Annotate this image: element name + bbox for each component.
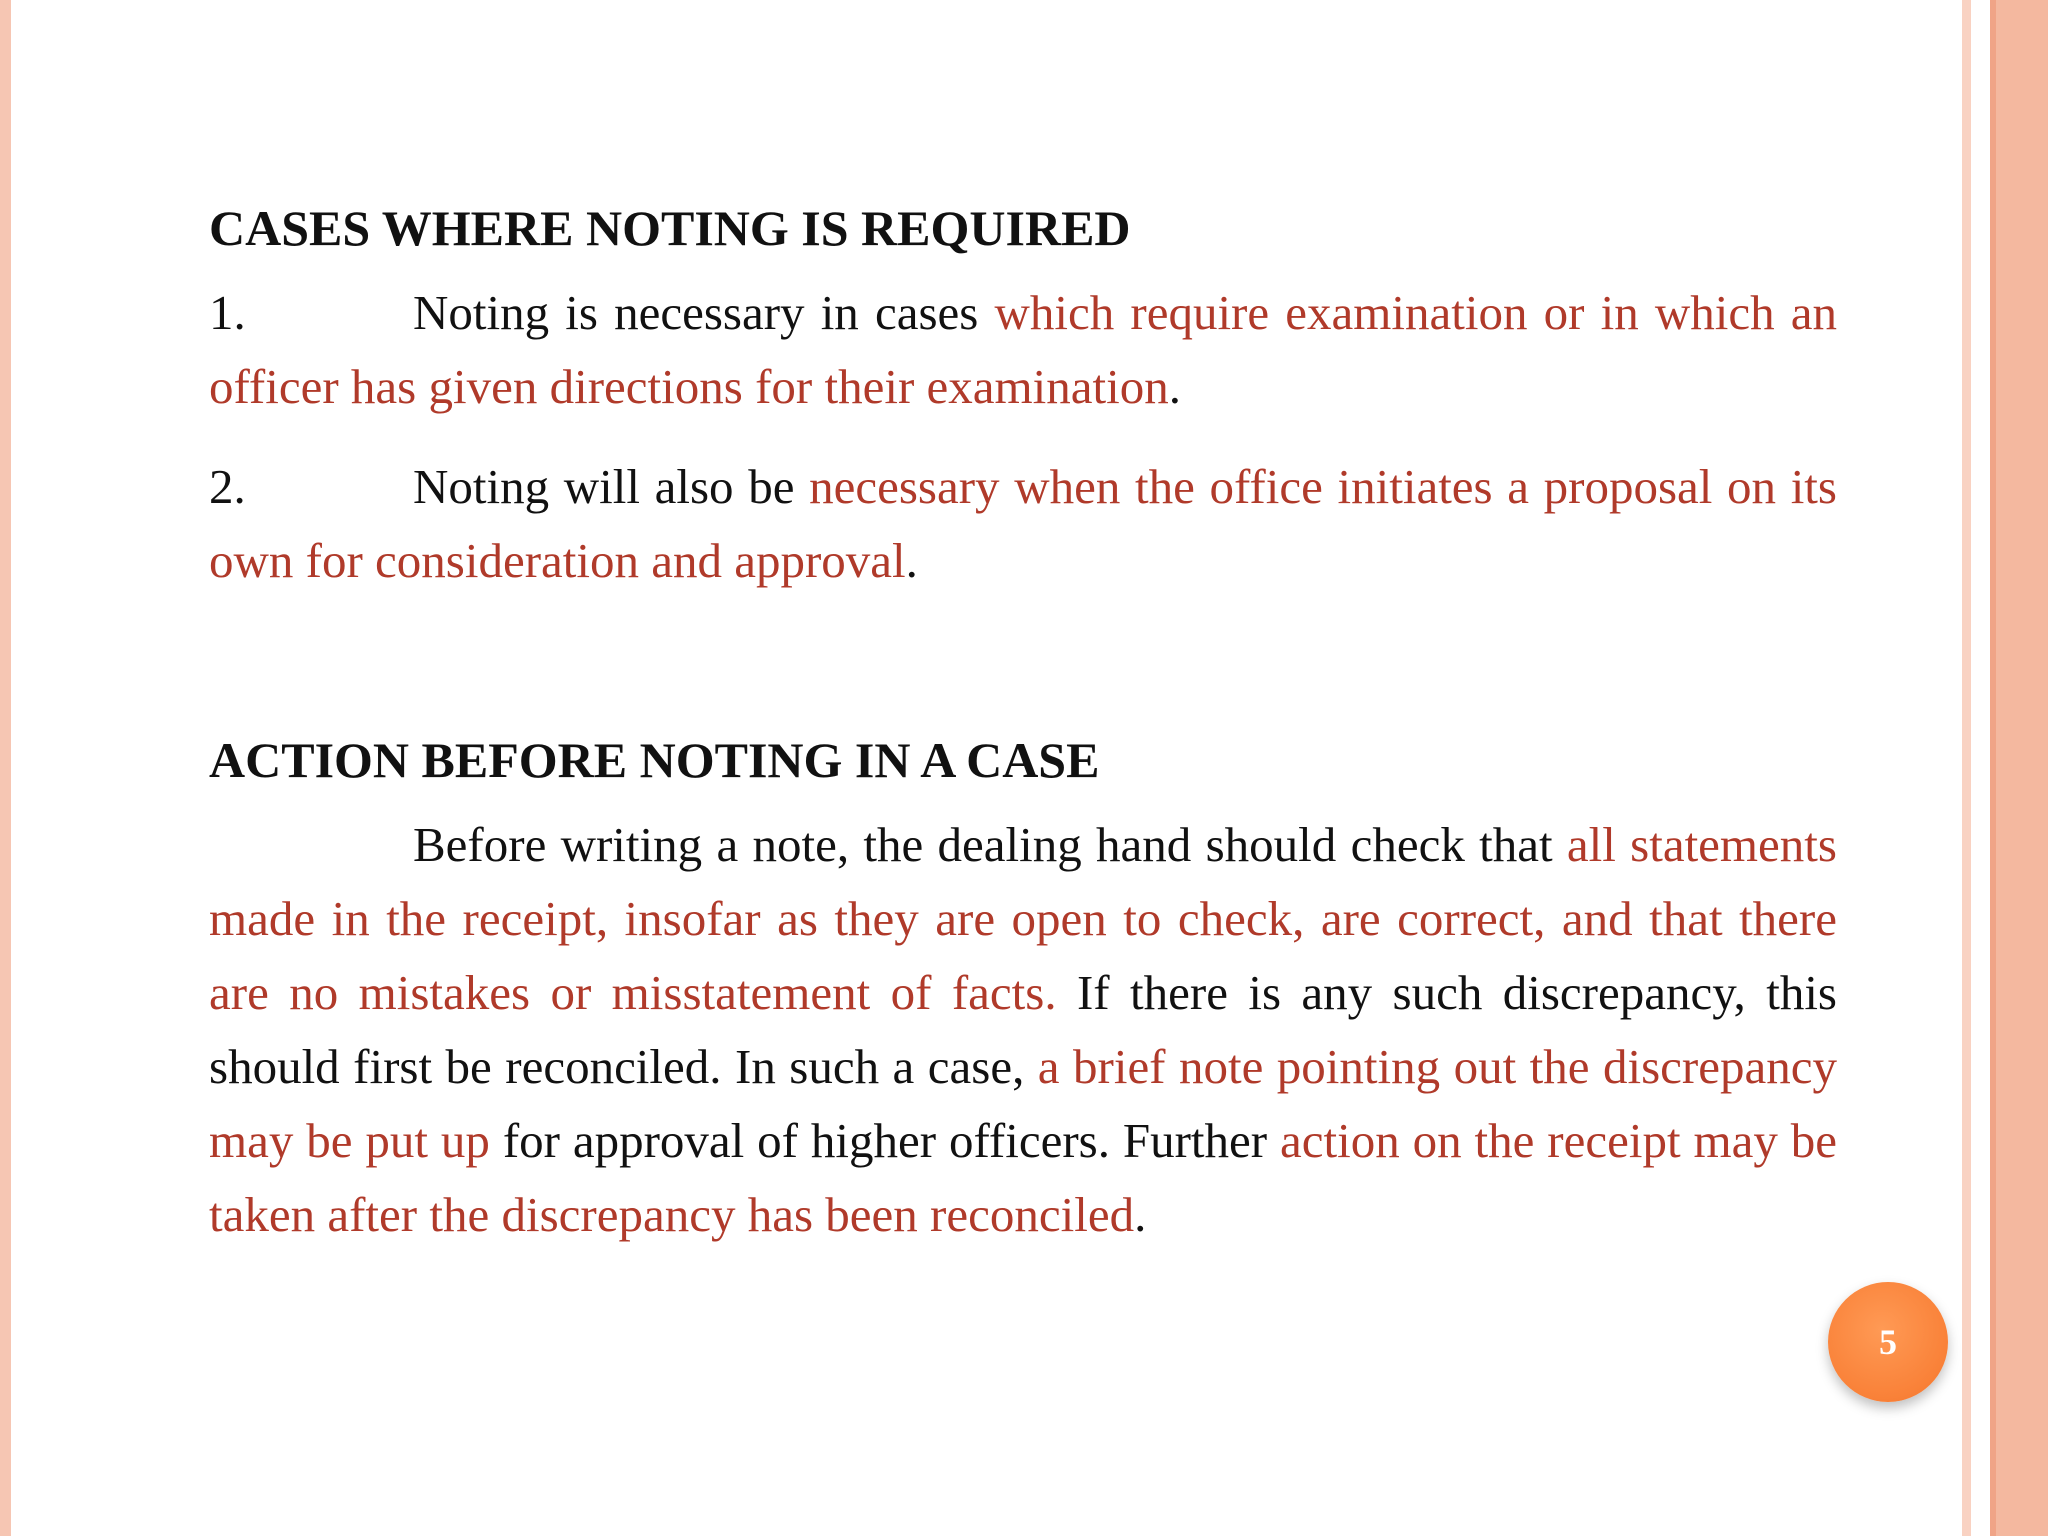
action-seg-4-highlight: a brief note pointing out the discrepancy may be put up	[209, 1039, 1837, 1168]
slide-content	[209, 196, 1837, 1278]
action-seg-2-highlight: all statements made in the receipt, insofar as they are open to check, are correct, and that there are no mistakes or misstatement of facts.	[209, 817, 1837, 1020]
numbered-item-1	[209, 276, 1837, 424]
section-heading-cases: CASES WHERE NOTING IS REQUIRED	[209, 200, 1131, 256]
item-2-end: .	[905, 533, 918, 588]
left-accent-stripe	[0, 0, 11, 1536]
numbered-item-2	[209, 450, 1837, 598]
item-1-end: .	[1168, 359, 1181, 414]
right-accent-stripe-edge	[1990, 0, 1996, 1536]
action-seg-7: .	[1134, 1187, 1147, 1242]
action-seg-6-highlight: action on the receipt may be taken after the discrepancy has been reconciled	[209, 1113, 1837, 1242]
item-1-text: Noting is necessary in cases	[413, 285, 995, 340]
item-2-highlight: necessary when the office initiates a proposal on its own for consideration and approval	[209, 459, 1837, 588]
section-heading-action: ACTION BEFORE NOTING IN A CASE	[209, 732, 1100, 788]
right-accent-stripe-thin	[1962, 0, 1971, 1536]
action-seg-1: Before writing a note, the dealing hand should check that	[413, 817, 1567, 872]
action-seg-3: If there is any such discrepancy, this should first be reconciled. In such a case,	[209, 965, 1837, 1094]
right-accent-stripe-wide	[1990, 0, 2048, 1536]
item-2-text: Noting will also be	[413, 459, 810, 514]
item-number-1: 1.	[209, 285, 246, 340]
item-1-highlight: which require examination or in which an officer has given directions for their examination	[209, 285, 1837, 414]
action-seg-5: for approval of higher officers. Further	[489, 1113, 1281, 1168]
item-number-2: 2.	[209, 459, 246, 514]
page-number-badge: 5	[1828, 1282, 1948, 1402]
action-paragraph	[209, 808, 1837, 1252]
